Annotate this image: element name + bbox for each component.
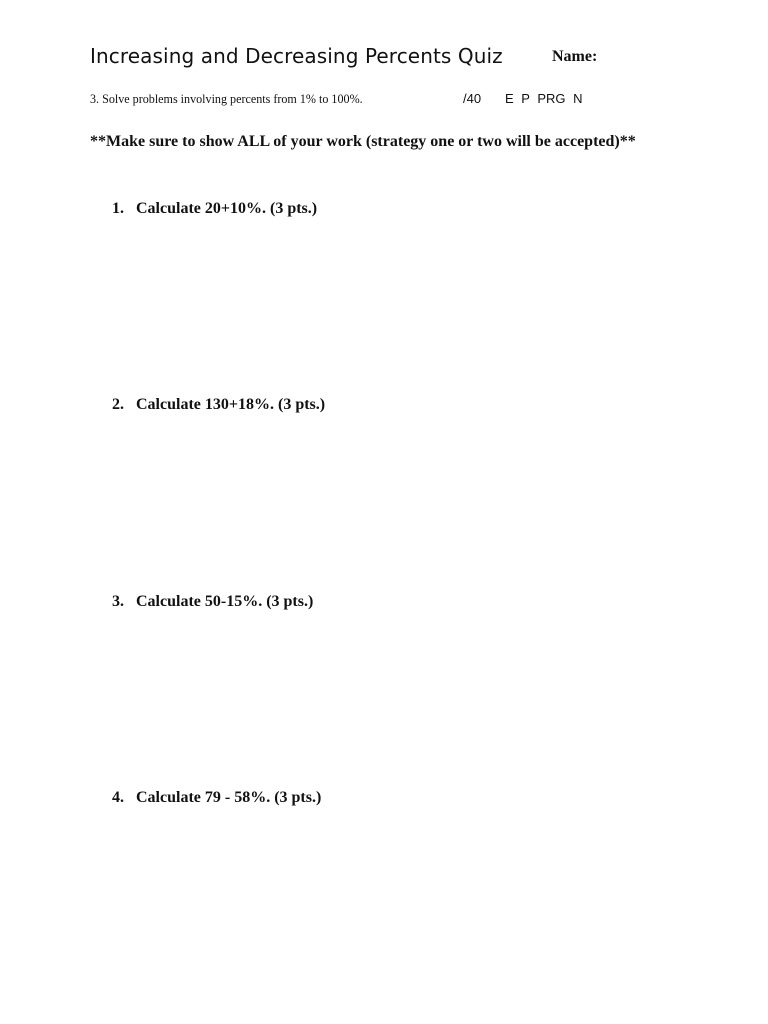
score-total: /40 [463, 91, 482, 106]
question-text: Calculate 20+10%. (3 pts.) [136, 200, 318, 217]
question-number: 2. [112, 396, 124, 413]
question-3 [112, 593, 313, 611]
question-text: Calculate 130+18%. (3 pts.) [136, 396, 326, 413]
work-instruction: **Make sure to show ALL of your work (strategy one or two will be accepted)** [90, 133, 636, 150]
grade-levels: E P PRG N [505, 91, 583, 106]
name-label: Name: [552, 48, 598, 65]
question-number: 3. [112, 593, 124, 610]
quiz-title: Increasing and Decreasing Percents Quiz [90, 44, 503, 68]
question-1 [112, 200, 317, 218]
question-4 [112, 789, 321, 807]
question-2 [112, 396, 325, 414]
objective-text: 3. Solve problems involving percents from 1% to 100%. [90, 91, 363, 106]
question-number: 1. [112, 200, 124, 217]
question-number: 4. [112, 789, 124, 806]
question-text: Calculate 79 - 58%. (3 pts.) [136, 789, 322, 806]
question-text: Calculate 50-15%. (3 pts.) [136, 593, 314, 610]
